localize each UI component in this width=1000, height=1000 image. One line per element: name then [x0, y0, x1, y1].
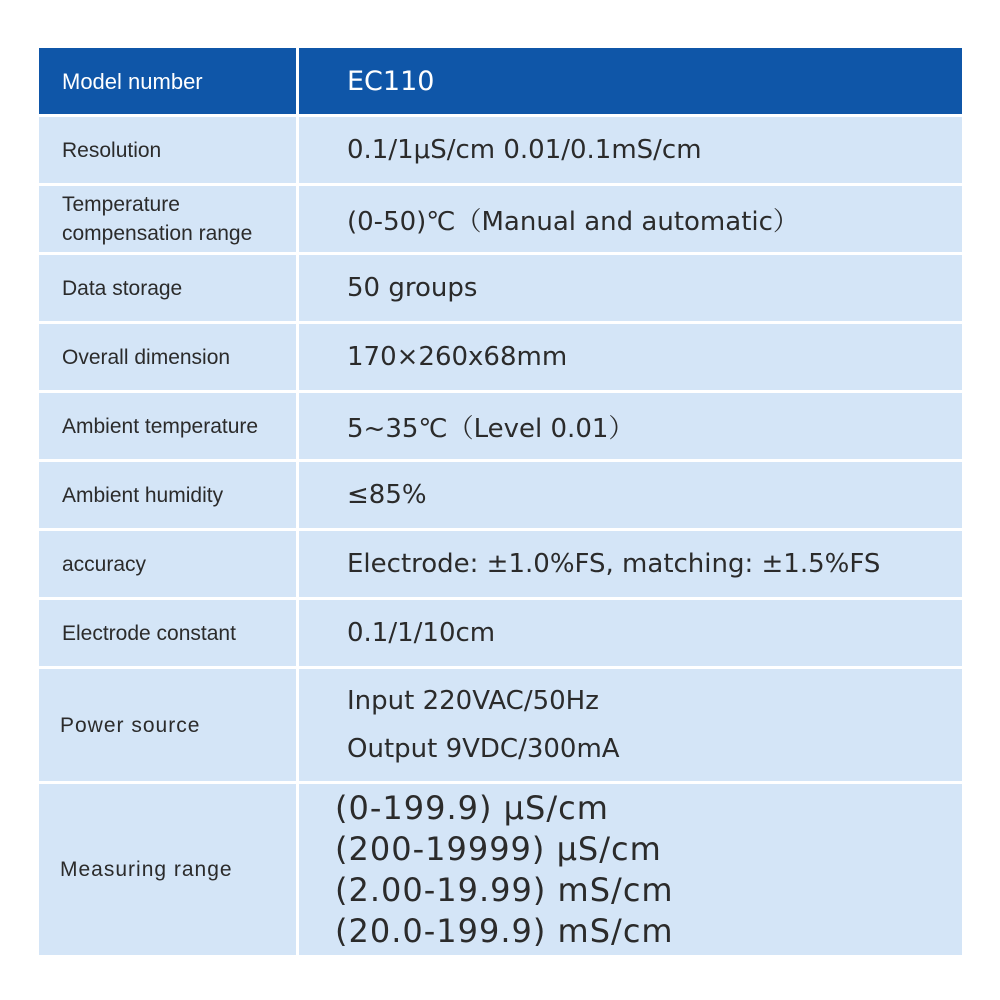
accuracy-value: Electrode: ±1.0%FS, matching: ±1.5%FS: [299, 531, 962, 597]
data-storage-value: 50 groups: [299, 255, 962, 321]
table-row-electrode-constant: [39, 600, 962, 666]
table-row-ambient-humidity: [39, 462, 962, 528]
overall-dimension-value: 170×260x68mm: [299, 324, 962, 390]
measuring-range-line: (0-199.9) μS/cm: [335, 788, 609, 827]
table-row-temperature-compensation: [39, 186, 962, 252]
table-row-measuring-range: [39, 784, 962, 955]
table-row-ambient-temperature: [39, 393, 962, 459]
ambient-temperature-value: 5~35℃（Level 0.01）: [299, 393, 962, 459]
power-source-value: [299, 669, 962, 781]
measuring-range-value: [299, 784, 962, 955]
power-source-label: Power source: [39, 669, 296, 781]
ambient-humidity-label: Ambient humidity: [39, 462, 296, 528]
measuring-range-line: (200-19999) μS/cm: [335, 829, 662, 868]
resolution-value: 0.1/1μS/cm 0.01/0.1mS/cm: [299, 117, 962, 183]
temperature-compensation-value: (0-50)℃（Manual and automatic）: [299, 186, 962, 252]
power-output-line: Output 9VDC/300mA: [347, 734, 620, 764]
table-row-accuracy: [39, 531, 962, 597]
table-row-overall-dimension: [39, 324, 962, 390]
data-storage-label: Data storage: [39, 255, 296, 321]
ambient-humidity-value: ≤85%: [299, 462, 962, 528]
resolution-label: Resolution: [39, 117, 296, 183]
table-row-resolution: [39, 117, 962, 183]
power-input-line: Input 220VAC/50Hz: [347, 686, 599, 716]
ambient-temperature-label: Ambient temperature: [39, 393, 296, 459]
measuring-range-label: Measuring range: [39, 784, 296, 955]
spec-table: [39, 48, 962, 955]
model-number-label: Model number: [39, 48, 296, 114]
table-row-power-source: [39, 669, 962, 781]
measuring-range-line: (2.00-19.99) mS/cm: [335, 870, 674, 909]
model-number-value: EC110: [299, 48, 962, 114]
table-row-data-storage: [39, 255, 962, 321]
electrode-constant-label: Electrode constant: [39, 600, 296, 666]
temperature-compensation-label: Temperature compensation range: [39, 186, 296, 252]
table-header-row: [39, 48, 962, 114]
measuring-range-line: (20.0-199.9) mS/cm: [335, 911, 674, 950]
electrode-constant-value: 0.1/1/10cm: [299, 600, 962, 666]
overall-dimension-label: Overall dimension: [39, 324, 296, 390]
accuracy-label: accuracy: [39, 531, 296, 597]
